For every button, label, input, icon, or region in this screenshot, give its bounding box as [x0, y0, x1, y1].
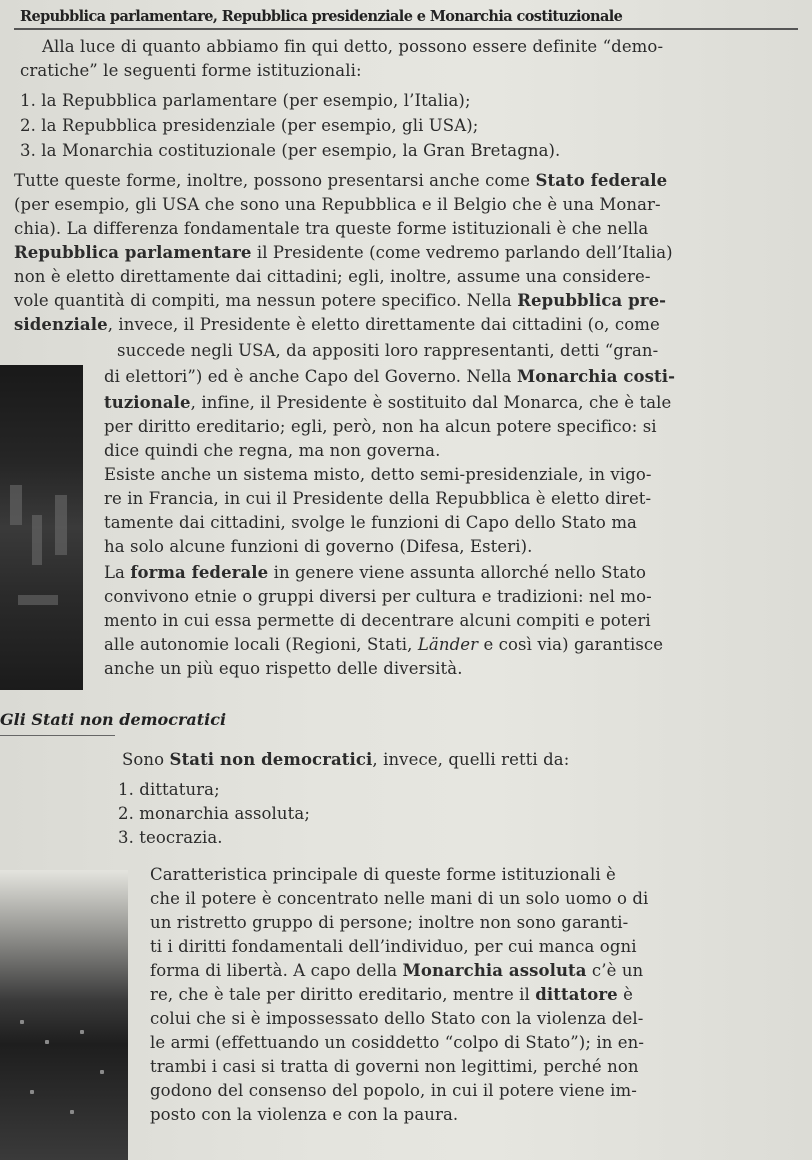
text-run: re, che è tale per diritto ereditario, mentre il — [150, 985, 536, 1004]
side-photo-top — [0, 365, 83, 690]
text-run: anche un più equo rispetto delle diversità. — [104, 659, 463, 678]
text-line — [104, 610, 651, 632]
text-run: succede negli USA, da appositi loro rappresentanti, detti “gran- — [117, 341, 659, 360]
text-run: vole quantità di compiti, ma nessun potere specifico. Nella — [14, 291, 518, 310]
text-line — [104, 536, 533, 558]
text-run: tamente dai cittadini, svolge le funzioni di Capo dello Stato ma — [104, 513, 637, 532]
text-run: 2. monarchia assoluta; — [118, 804, 310, 823]
text-run: un ristretto gruppo di persone; inoltre non sono garanti- — [150, 913, 629, 932]
text-run: La — [104, 563, 131, 582]
text-line — [122, 749, 569, 771]
text-run: Caratteristica principale di queste forme istituzionali è — [150, 865, 616, 884]
bold-term: Monarchia assoluta — [402, 961, 587, 980]
text-run: mento in cui essa permette di decentrare alcuni compiti e poteri — [104, 611, 651, 630]
text-run: re in Francia, in cui il Presidente della Repubblica è eletto diret- — [104, 489, 652, 508]
text-line — [14, 218, 648, 240]
text-line — [150, 1080, 637, 1102]
italic-term: Länder — [417, 635, 479, 654]
text-run: il Presidente (come vedremo parlando dell’Italia) — [251, 243, 673, 262]
text-run: ti i diritti fondamentali dell’individuo, per cui manca ogni — [150, 937, 637, 956]
text-run: cratiche” le seguenti forme istituzionali: — [20, 61, 362, 80]
text-run: 3. la Monarchia costituzionale (per esempio, la Gran Bretagna). — [20, 141, 561, 160]
text-run: per diritto ereditario; egli, però, non ha alcun potere specifico: si — [104, 417, 657, 436]
text-line — [150, 912, 628, 934]
text-line — [20, 60, 362, 82]
text-line — [14, 290, 666, 312]
text-line — [117, 340, 658, 362]
text-line — [14, 170, 667, 192]
text-line — [150, 1032, 644, 1054]
section-rule — [0, 735, 115, 736]
bold-term: Stati non democratici — [169, 750, 373, 769]
text-line — [150, 960, 643, 982]
side-photo-bottom — [0, 870, 128, 1160]
section-title: Gli Stati non democratici — [0, 710, 227, 729]
text-line — [14, 314, 660, 336]
text-line — [150, 888, 648, 910]
text-line — [104, 392, 671, 414]
text-run: chia). La differenza fondamentale tra queste forme istituzionali è che nella — [14, 219, 649, 238]
text-line — [118, 803, 310, 825]
text-run: ha solo alcune funzioni di governo (Difesa, Esteri). — [104, 537, 533, 556]
bold-term: forma federale — [130, 563, 269, 582]
text-run: che il potere è concentrato nelle mani di un solo uomo o di — [150, 889, 649, 908]
bold-term: Stato federale — [535, 171, 668, 190]
text-line — [14, 242, 673, 264]
text-run: convivono etnie o gruppi diversi per cultura e tradizioni: nel mo- — [104, 587, 652, 606]
text-line — [14, 194, 661, 216]
text-line — [20, 115, 478, 137]
text-line — [104, 464, 652, 486]
text-line — [20, 90, 471, 112]
text-line — [104, 416, 657, 438]
text-run: posto con la violenza e con la paura. — [150, 1105, 459, 1124]
text-run: (per esempio, gli USA che sono una Repubblica e il Belgio che è una Monar- — [14, 195, 661, 214]
text-run: 1. la Repubblica parlamentare (per esempio, l’Italia); — [20, 91, 471, 110]
text-line — [118, 779, 220, 801]
text-run: e così via) garantisce — [478, 635, 664, 654]
text-line — [118, 827, 223, 849]
text-run: 2. la Repubblica presidenziale (per esempio, gli USA); — [20, 116, 479, 135]
bold-term: tuzionale — [104, 393, 191, 412]
text-line — [104, 440, 440, 462]
text-run: colui che si è impossessato dello Stato con la violenza del- — [150, 1009, 644, 1028]
text-run: dice quindi che regna, ma non governa. — [104, 441, 441, 460]
text-line — [104, 488, 651, 510]
text-run: c’è un — [586, 961, 644, 980]
text-line — [104, 512, 637, 534]
text-run: 3. teocrazia. — [118, 828, 223, 847]
heading-rule — [14, 28, 798, 30]
text-line — [104, 562, 646, 584]
text-run: alle autonomie locali (Regioni, Stati, — [104, 635, 418, 654]
text-run: Esiste anche un sistema misto, detto semi-presidenziale, in vigo- — [104, 465, 652, 484]
text-run: Alla luce di quanto abbiamo fin qui detto, possono essere definite “demo- — [42, 37, 664, 56]
bold-term: Repubblica pre- — [517, 291, 667, 310]
text-line — [14, 266, 651, 288]
text-line — [150, 936, 637, 958]
bold-term: dittatore — [535, 985, 618, 1004]
text-run: Sono — [122, 750, 170, 769]
text-run: , invece, quelli retti da: — [372, 750, 570, 769]
text-run: in genere viene assunta allorché nello Stato — [268, 563, 647, 582]
text-run: le armi (effettuando un cosiddetto “colpo di Stato”); in en- — [150, 1033, 645, 1052]
text-line — [104, 658, 463, 680]
page-heading: Repubblica parlamentare, Repubblica presidenziale e Monarchia costituzionale — [20, 8, 623, 25]
text-run: forma di libertà. A capo della — [150, 961, 403, 980]
text-line — [150, 864, 616, 886]
text-line — [42, 36, 663, 58]
text-line — [20, 140, 560, 162]
text-run: di elettori”) ed è anche Capo del Governo. Nella — [104, 367, 517, 386]
text-line — [150, 1104, 458, 1126]
text-run: , infine, il Presidente è sostituito dal Monarca, che è tale — [190, 393, 672, 412]
text-run: trambi i casi si tratta di governi non legittimi, perché non — [150, 1057, 639, 1076]
text-run: non è eletto direttamente dai cittadini; egli, inoltre, assume una considere- — [14, 267, 651, 286]
text-line — [104, 634, 663, 656]
text-run: è — [617, 985, 633, 1004]
text-line — [150, 1008, 643, 1030]
text-line — [104, 366, 675, 388]
bold-term: sidenziale — [14, 315, 108, 334]
bold-term: Repubblica parlamentare — [14, 243, 252, 262]
text-run: 1. dittatura; — [118, 780, 220, 799]
text-line — [150, 1056, 639, 1078]
text-line — [104, 586, 652, 608]
bold-term: Monarchia costi- — [516, 367, 676, 386]
text-run: Tutte queste forme, inoltre, possono presentarsi anche come — [14, 171, 536, 190]
text-run: godono del consenso del popolo, in cui il potere viene im- — [150, 1081, 637, 1100]
text-line — [150, 984, 633, 1006]
text-run: , invece, il Presidente è eletto direttamente dai cittadini (o, come — [107, 315, 660, 334]
